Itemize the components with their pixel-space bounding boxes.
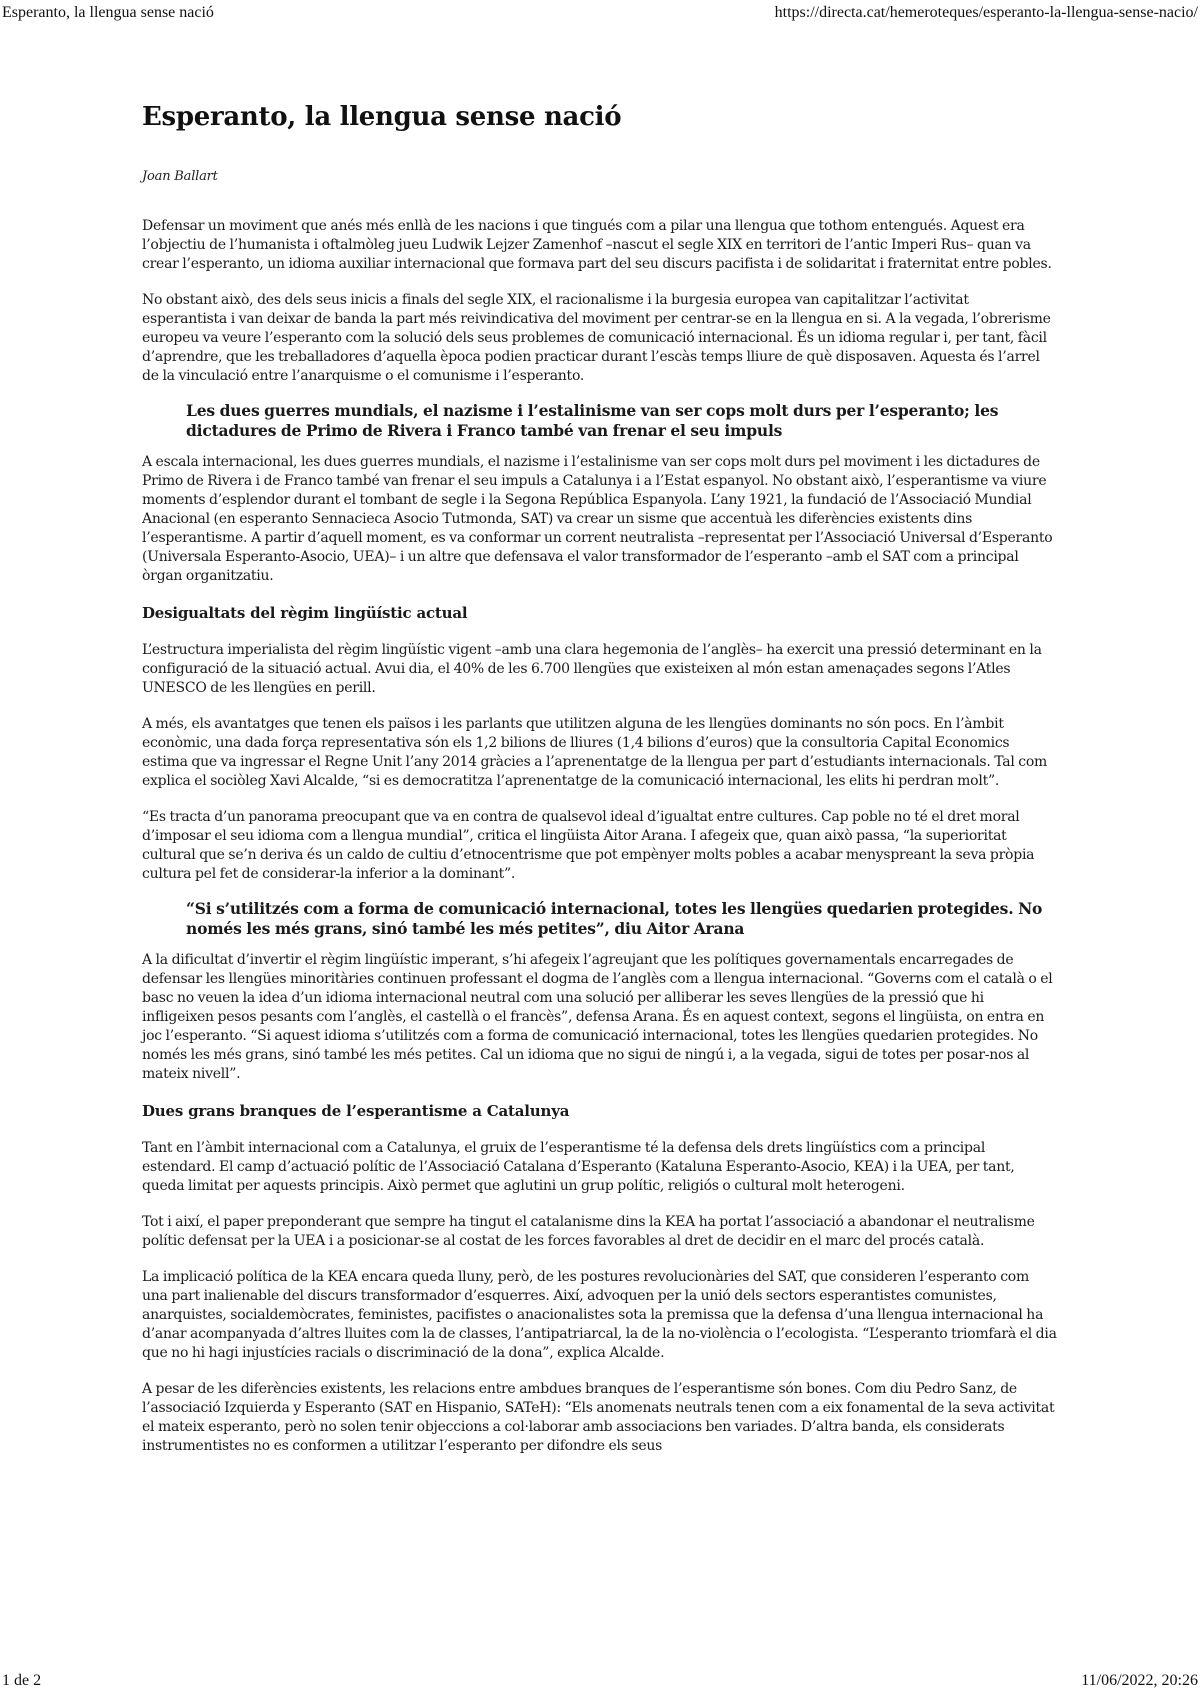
paragraph: A pesar de les diferències existents, les relacions entre ambdues branques de l’esperantisme són bones. Com diu Pedro Sanz, de l’associació Izquierda y Esperanto (SAT en Hispanio, SATeH): “Els anomenats neutrals tenen com a eix fonamental de la seva activitat el mateix esperanto, però no solen tenir objeccions a col·laborar amb associacions ben variades. D’altra banda, els considerats instrumentistes no es conformen a utilitzar l’esperanto per difondre els seus bbox=[142, 1381, 1055, 1454]
paragraph: A la dificultat d’invertir el règim lingüístic imperant, s’hi afegeix l’agreujant que les polítiques governamentals encarregades de defensar les llengües minoritàries continuen professant el dogma de l’anglès com a llengua internacional. “Governs com el català o el basc no veuen la idea d’un idioma internacional neutral com una solució per alliberar les seves llengües de la pressió que hi infligeixen pesos pesants com l’anglès, el castellà o el francès”, defensa Arana. És en aquest context, segons el lingüista, on entra en joc l’esperanto. “Si aquest idioma s’utilitzés com a forma de comunicació internacional, totes les llengües quedarien protegides. No només les més grans, sinó també les més petites. Cal un idioma que no sigui de ningú i, a la vegada, sigui de totes per posar-nos al mateix nivell”. bbox=[142, 952, 1053, 1082]
paragraph: A escala internacional, les dues guerres mundials, el nazisme i l’estalinisme van ser cops molt durs pel moviment i les dictadures de Primo de Rivera i de Franco també van frenar el seu impuls a Catalunya i a l’Estat espanyol. No obstant això, l’esperantisme va viure moments d’esplendor durant el tombant de segle i la Segona República Espanyola. L’any 1921, la fundació de l’Associació Mundial Anacional (en esperanto Sennacieca Asocio Tutmonda, SAT) va crear un sisme que accentuà les diferències existents dins l’esperantisme. A partir d’aquell moment, es va conformar un corrent neutralista –representat per l’Associació Universal d’Esperanto (Universala Esperanto-Asocio, UEA)– i un altre que defensava el valor transformador de l’esperanto –amb el SAT com a principal òrgan organitzatiu. bbox=[142, 454, 1053, 584]
section-heading: Dues grans branques de l’esperantisme a Catalunya bbox=[142, 1102, 570, 1120]
pull-quote: “Si s’utilitzés com a forma de comunicació internacional, totes les llengües quedarien protegides. No només les més grans, sinó també les més petites”, diu Aitor Arana bbox=[186, 899, 1043, 938]
paragraph: Tant en l’àmbit internacional com a Catalunya, el gruix de l’esperantisme té la defensa dels drets lingüístics com a principal estendard. El camp d’actuació polític de l’Associació Catalana d’Esperanto (Kataluna Esperanto-Asocio, KEA) i la UEA, per tant, queda limitat per aquests principis. Això permet que aglutini un grup polític, religiós o cultural molt heterogeni. bbox=[142, 1140, 1015, 1194]
paragraph: La implicació política de la KEA encara queda lluny, però, de les postures revolucionàries del SAT, que consideren l’esperanto com una part inalienable del discurs transformador d’esquerres. Així, advoquen per la unió dels sectors esperantistes comunistes, anarquistes, socialdemòcrates, feministes, pacifistes o anacionalistes sota la premissa que la defensa d’una llengua internacional ha d’anar acompanyada d’altres lluites com la de classes, l’antipatriarcal, la de la no-violència o l’ecologista. “L’esperanto triomfarà el dia que no hi hagi injustícies racials o discriminació de la dona”, explica Alcalde. bbox=[142, 1269, 1057, 1361]
print-header bbox=[0, 2, 1200, 24]
print-footer-page: 1 de 2 bbox=[2, 1672, 42, 1689]
article-author[interactable]: Joan Ballart bbox=[142, 169, 218, 184]
paragraph: “Es tracta d’un panorama preocupant que va en contra de qualsevol ideal d’igualtat entre cultures. Cap poble no té el dret moral d’imposar el seu idioma com a llengua mundial”, critica el lingüista Aitor Arana. I afegeix que, quan això passa, “la superioritat cultural que se’n deriva és un caldo de cultiu d’etnocentrisme que pot empènyer molts pobles a acabar menyspreant la seva pròpia cultura pel fet de considerar-la inferior a la dominant”. bbox=[142, 809, 1035, 882]
print-header-url[interactable]: https://directa.cat/hemeroteques/esperanto-la-llengua-sense-nacio/ bbox=[774, 4, 1198, 21]
article-body bbox=[142, 217, 1057, 1456]
print-footer bbox=[0, 1670, 1200, 1692]
print-footer-datetime: 11/06/2022, 20:26 bbox=[1081, 1672, 1198, 1689]
pull-quote: Les dues guerres mundials, el nazisme i l’estalinisme van ser cops molt durs per l’esperanto; les dictadures de Primo de Rivera i Franco també van frenar el seu impuls bbox=[186, 401, 999, 440]
paragraph: Defensar un moviment que anés més enllà de les nacions i que tingués com a pilar una llengua que tothom entengués. Aquest era l’objectiu de l’humanista i oftalmòleg jueu Ludwik Lejzer Zamenhof –nascut el segle XIX en territori de l’antic Imperi Rus– quan va crear l’esperanto, un idioma auxiliar internacional que formava part del seu discurs pacifista i de solidaritat i fraternitat entre pobles. bbox=[142, 218, 1052, 272]
print-header-title: Esperanto, la llengua sense nació bbox=[2, 4, 214, 21]
paragraph: No obstant això, des dels seus inicis a finals del segle XIX, el racionalisme i la burgesia europea van capitalitzar l’activitat esperantista i van deixar de banda la part més reivindicativa del moviment per centrar-se en la llengua en si. A la vegada, l’obrerisme europeu va veure l’esperanto com la solució dels seus problemes de comunicació internacional. És un idioma regular i, per tant, fàcil d’aprendre, que les treballadores d’aquella època podien practicar durant l’escàs temps lliure de què disposaven. Aquesta és l’arrel de la vinculació entre l’anarquisme o el comunisme i l’esperanto. bbox=[142, 292, 1051, 384]
paragraph: Tot i així, el paper preponderant que sempre ha tingut el catalanisme dins la KEA ha portat l’associació a abandonar el neutralisme polític defensat per la UEA i a posicionar-se al costat de les forces favorables al dret de decidir en el marc del procés català. bbox=[142, 1214, 1035, 1249]
paragraph: A més, els avantatges que tenen els països i les parlants que utilitzen alguna de les llengües dominants no són pocs. En l’àmbit econòmic, una dada força representativa són els 1,2 bilions de lliures (1,4 bilions d’euros) que la consultoria Capital Economics estima que va ingressar el Regne Unit l’any 2014 gràcies a l’aprenentatge de la llengua per part d’estudiants internacionals. Tal com explica el sociòleg Xavi Alcalde, “si es democratitza l’aprenentatge de la comunicació internacional, les elits hi perdran molt”. bbox=[142, 716, 1048, 789]
section-heading: Desigualtats del règim lingüístic actual bbox=[142, 604, 468, 622]
article bbox=[142, 100, 1057, 1473]
article-title: Esperanto, la llengua sense nació bbox=[142, 102, 622, 132]
paragraph: L’estructura imperialista del règim lingüístic vigent –amb una clara hegemonia de l’anglès– ha exercit una pressió determinant en la configuració de la situació actual. Avui dia, el 40% de les 6.700 llengües que existeixen al món estan amenaçades segons l’Atles UNESCO de les llengües en perill. bbox=[142, 642, 1042, 696]
